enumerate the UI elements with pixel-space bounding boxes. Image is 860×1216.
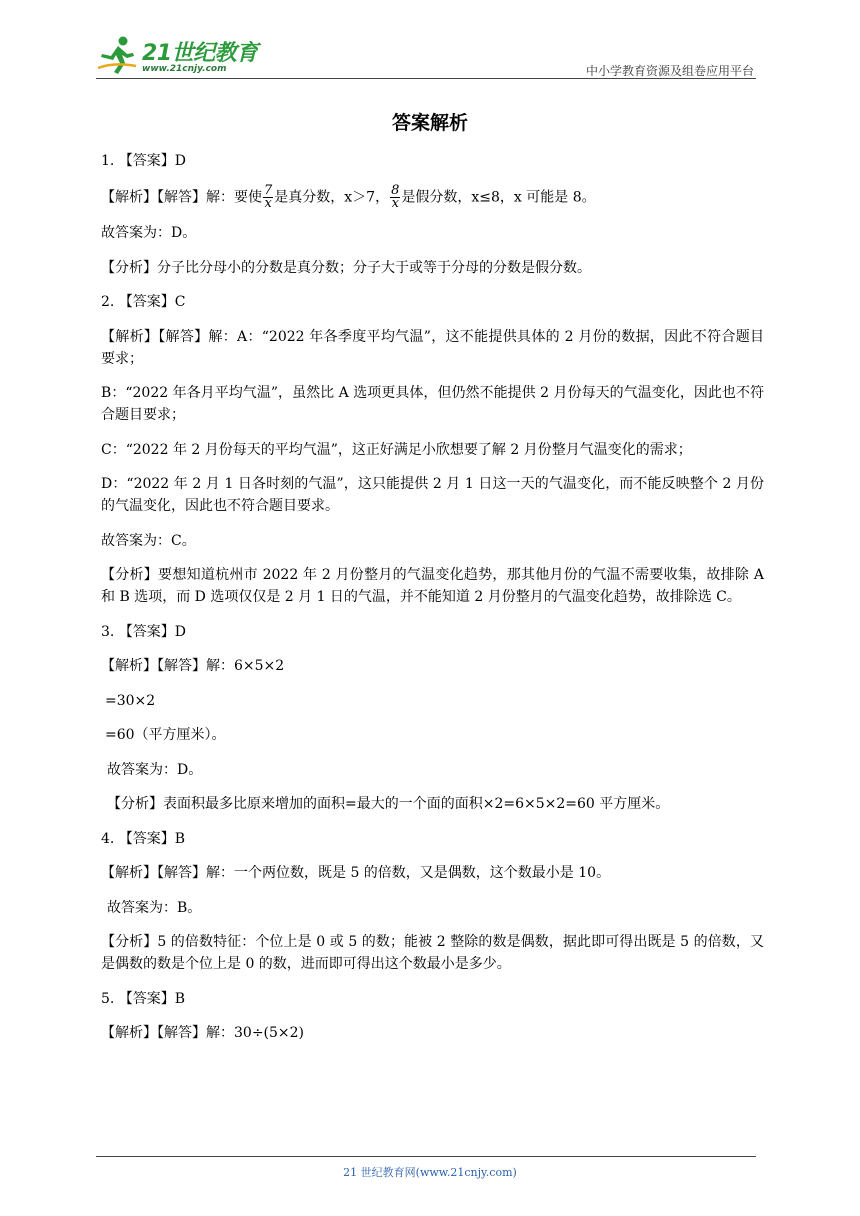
q2-conclusion: 故答案为：C。 (101, 532, 196, 549)
q2-answer: 2. 【答案】C (101, 294, 186, 310)
q2-note: 【分析】要想知道杭州市 2022 年 2 月份整月的气温变化趋势，那其他月份的气温不需要收集，故排除 A 和 B 选项，而 D 选项仅仅是 2 月 1 日的气温，并不能知道 2 月份整月的气温变化趋势，故排除选 C。 (101, 567, 764, 605)
q2-analysis-c: C：“2022 年 2 月份每天的平均气温”，这正好满足小欣想要了解 2 月份整月气温变化的需求； (101, 441, 692, 458)
q4-note: 【分析】5 的倍数特征：个位上是 0 或 5 的数；能被 2 整除的数是偶数，据此即可得出既是 5 的倍数，又是偶数的数是个位上是 0 的数，进而即可得出这个数最小是多少。 (101, 934, 764, 972)
site-logo[interactable] (96, 34, 266, 78)
q1-conclusion: 故答案为：D。 (101, 225, 197, 241)
footer-link[interactable]: 21 世纪教育网(www.21cnjy.com) (343, 1166, 517, 1179)
frac1-den: x (264, 195, 272, 211)
q1-analysis-pre: 【解析】【解答】解：要使 (101, 189, 262, 205)
q1-answer: 1. 【答案】D (101, 153, 187, 169)
q5-answer: 5. 【答案】B (101, 990, 186, 1007)
q3-answer: 3. 【答案】D (101, 623, 187, 640)
header-divider (96, 78, 756, 79)
q3-conclusion: 故答案为：D。 (107, 761, 203, 778)
frac2-num: 8 (391, 182, 400, 198)
header-platform-text: 中小学教育资源及组卷应用平台 (585, 64, 754, 78)
q4-conclusion: 故答案为：B。 (107, 899, 202, 916)
frac1-num: 7 (264, 182, 273, 198)
q2-analysis-a: 【解析】【解答】解：A：“2022 年各季度平均气温”，这不能提供具体的 2 月份的数据，因此不符合题目要求； (101, 328, 764, 367)
runner-logo-icon (96, 34, 140, 78)
q4-analysis: 【解析】【解答】解：一个两位数，既是 5 的倍数，又是偶数，这个数最小是 10。 (101, 865, 611, 881)
page-header (96, 30, 756, 80)
answer-content (101, 150, 764, 1044)
q3-note: 【分析】表面积最多比原来增加的面积=最大的一个面的面积×2=6×5×2=60 平方厘米。 (107, 796, 670, 812)
footer-divider (96, 1156, 756, 1157)
fraction-7-over-x (263, 182, 273, 211)
q1-note: 【分析】分子比分母小的分数是真分数；分子大于或等于分母的分数是假分数。 (101, 259, 591, 276)
q3-step2: =60（平方厘米）。 (105, 727, 226, 743)
q2-analysis-d: D：“2022 年 2 月 1 日各时刻的气温”，这只能提供 2 月 1 日这一天的气温变化，而不能反映整个 2 月份的气温变化，因此也不符合题目要求。 (101, 476, 764, 514)
frac2-den: x (391, 195, 399, 211)
q4-answer: 4. 【答案】B (101, 830, 186, 847)
q2-analysis-b: B：“2022 年各月平均气温”，虽然比 A 选项更具体，但仍然不能提供 2 月份每天的气温变化，因此也不符合题目要求； (101, 385, 764, 423)
q3-step1: =30×2 (105, 692, 156, 709)
q1-analysis (101, 182, 764, 211)
fraction-8-over-x (390, 182, 400, 211)
q1-analysis-post: 是假分数，x≤8，x 可能是 8。 (401, 189, 596, 205)
q5-analysis: 【解析】【解答】解：30÷(5×2) (101, 1025, 305, 1041)
page-title: 答案解析 (391, 112, 468, 134)
q3-analysis: 【解析】【解答】解：6×5×2 (101, 658, 285, 674)
logo-text: 21世纪教育 (142, 41, 258, 66)
logo-url: www.21cnjy.com (142, 64, 227, 74)
q1-analysis-mid: 是真分数，x＞7， (274, 189, 390, 205)
